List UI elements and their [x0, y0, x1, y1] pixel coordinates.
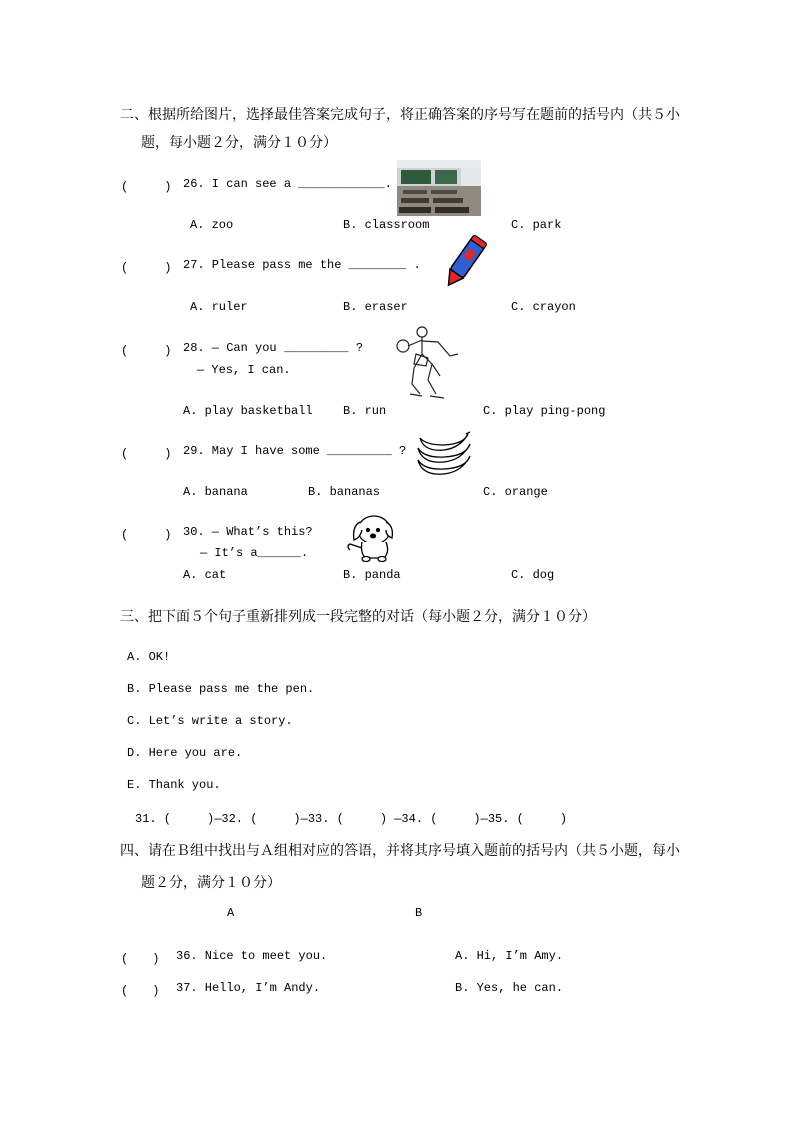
- q28-option-a: A. play basketball: [183, 404, 313, 418]
- section3-heading: 三、把下面５个句子重新排列成一段完整的对话（每小题２分，满分１０分）: [120, 609, 596, 625]
- question-36-text: 36. Nice to meet you.: [176, 949, 328, 963]
- q26-option-b: B. classroom: [343, 218, 430, 232]
- answer-bracket-28[interactable]: ( ): [121, 344, 172, 358]
- q27-option-c: C. crayon: [511, 300, 576, 314]
- sentence-d: D. Here you are.: [127, 746, 243, 760]
- column-b-label: B: [415, 906, 423, 920]
- answer-option-a: A. Hi, I’m Amy.: [455, 949, 564, 963]
- question-26-stem: 26. I can see a ____________.: [183, 177, 392, 191]
- q27-option-a: A. ruler: [190, 300, 248, 314]
- question-30-stem: 30. — What’s this?: [183, 525, 313, 539]
- crayon-icon: [438, 232, 490, 294]
- section2-heading-line2: 题，每小题２分，满分１０分）: [141, 135, 337, 151]
- answer-option-b: B. Yes, he can.: [455, 981, 564, 995]
- column-a-label: A: [227, 906, 235, 920]
- q29-option-a: A. banana: [183, 485, 248, 499]
- q28-option-b: B. run: [343, 404, 387, 418]
- q27-option-b: B. eraser: [343, 300, 408, 314]
- sentence-b: B. Please pass me the pen.: [127, 682, 315, 696]
- question-28-reply: — Yes, I can.: [197, 363, 291, 377]
- q30-option-a: A. cat: [183, 568, 227, 582]
- question-28-stem: 28. — Can you _________ ?: [183, 341, 364, 355]
- q29-option-c: C. orange: [483, 485, 548, 499]
- q26-option-c: C. park: [511, 218, 562, 232]
- answer-bracket-30[interactable]: ( ): [121, 528, 172, 542]
- q30-option-c: C. dog: [511, 568, 555, 582]
- sentence-c: C. Let’s write a story.: [127, 714, 293, 728]
- classroom-photo: [397, 160, 481, 216]
- q29-option-b: B. bananas: [308, 485, 381, 499]
- section2-heading-line1: 二、根据所给图片，选择最佳答案完成句子，将正确答案的序号写在题前的括号内（共５小: [120, 107, 680, 123]
- dog-icon: [344, 512, 404, 564]
- q30-option-b: B. panda: [343, 568, 401, 582]
- section4-heading-line1: 四、请在Ｂ组中找出与Ａ组相对应的答语，并将其序号填入题前的括号内（共５小题，每小: [120, 843, 680, 859]
- question-30-reply: — It’s a______.: [200, 546, 309, 560]
- q26-option-a: A. zoo: [190, 218, 234, 232]
- basketball-player-icon: [392, 324, 464, 402]
- answer-bracket-26[interactable]: ( ): [121, 180, 172, 194]
- sentence-a: A. OK!: [127, 650, 171, 664]
- bananas-icon: [414, 430, 472, 478]
- question-27-stem: 27. Please pass me the ________ .: [183, 258, 421, 272]
- order-answer-line[interactable]: 31. ( )—32. ( )—33. ( ) —34. ( )—35. ( ): [135, 812, 568, 826]
- question-37-text: 37. Hello, I’m Andy.: [176, 981, 321, 995]
- answer-bracket-29[interactable]: ( ): [121, 447, 172, 461]
- answer-bracket-27[interactable]: ( ): [121, 261, 172, 275]
- answer-bracket-36[interactable]: ( ): [121, 952, 160, 966]
- question-29-stem: 29. May I have some _________ ?: [183, 444, 407, 458]
- section4-heading-line2: 题２分，满分１０分）: [141, 875, 281, 891]
- sentence-e: E. Thank you.: [127, 778, 221, 792]
- q28-option-c: C. play ping-pong: [483, 404, 606, 418]
- answer-bracket-37[interactable]: ( ): [121, 984, 160, 998]
